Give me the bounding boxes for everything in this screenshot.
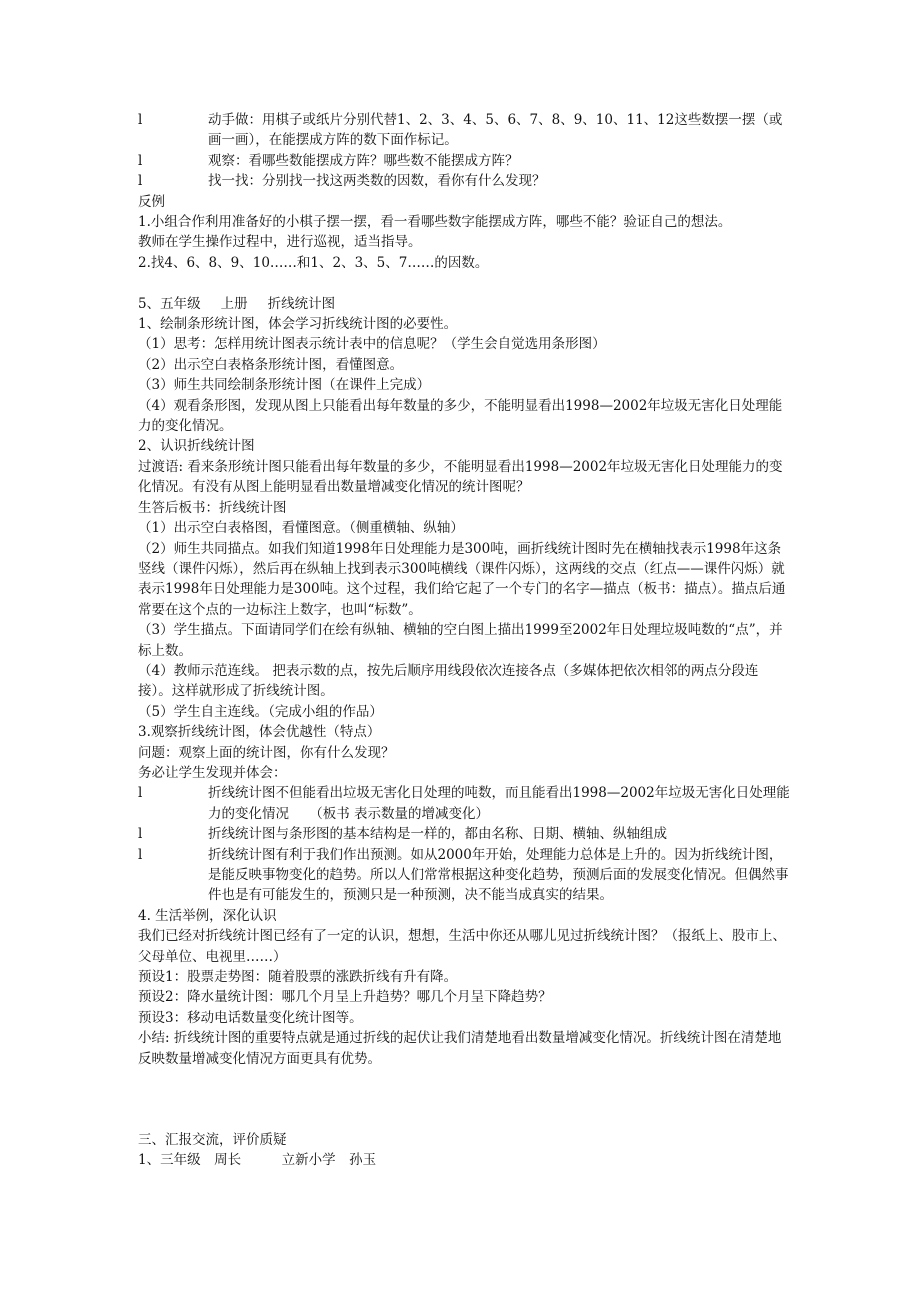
section-heading — [138, 294, 792, 314]
paragraph: 预设3：移动电话数量变化统计图等。 — [138, 1009, 363, 1026]
bullet-mark: l — [138, 152, 143, 169]
paragraph: 预设2：降水量统计图：哪几个月呈上升趋势？哪几个月呈下降趋势？ — [138, 989, 552, 1006]
bullet-text: 折线统计图与条形图的基本结构是一样的，都由名称、日期、横轴、纵轴组成 — [208, 826, 667, 843]
paragraph: 我们已经对折线统计图已经有了一定的认识，想想，生活中你还从哪儿见过折线统计图？（报纸上、股市上、父母单位、电视里……） — [138, 928, 786, 965]
paragraph: （4）教师示范连线。 把表示数的点，按先后顺序用线段依次连接各点（多媒体把依次相邻的两点分段连接）。这样就形成了折线统计图。 — [138, 662, 759, 700]
paragraph: 反例 — [138, 193, 165, 210]
bullet-mark: l — [138, 826, 143, 843]
paragraph: 3.观察折线统计图，体会优越性（特点） — [138, 724, 381, 741]
paragraph: 1、三年级 周长 立新小学 孙玉 — [138, 1152, 377, 1169]
bullet-item-hands-on — [138, 110, 792, 151]
bullet-text: 观察：看哪些数能摆成方阵？哪些数不能摆成方阵？ — [208, 152, 519, 169]
bullet-text: 折线统计图不但能看出垃圾无害化日处理的吨数，而且能看出1998—2002年垃圾无害化日处理能力的变化情况 （板书 表示数量的增减变化） — [208, 785, 790, 822]
paragraph: 1、绘制条形统计图，体会学习折线统计图的必要性。 — [138, 316, 458, 333]
section-heading: 三、汇报交流，评价质疑 — [138, 1132, 287, 1149]
heading-part: 折线统计图 — [267, 295, 336, 312]
paragraph: （1）出示空白表格图，看懂图意。（侧重横轴、纵轴） — [138, 520, 464, 537]
paragraph: 生答后板书：折线统计图 — [138, 499, 287, 516]
paragraph: 4. 生活举例，深化认识 — [138, 907, 277, 924]
document-page — [138, 110, 792, 1171]
bullet-item-feature-3 — [138, 845, 792, 906]
bullet-mark: l — [138, 112, 143, 128]
paragraph: 2、认识折线统计图 — [138, 438, 255, 455]
blank-line — [138, 273, 792, 293]
paragraph: （4）观看条形图，发现从图上只能看出每年数量的多少，不能明显看出1998—2002年垃圾无害化日处理能力的变化情况。 — [138, 397, 783, 435]
paragraph: 小结: 折线统计图的重要特点就是通过折线的起伏让我们清楚地看出数量增减变化情况。折线统计图在清楚地反映数量增减变化情况方面更具有优势。 — [138, 1030, 782, 1067]
paragraph: （2）师生共同描点。如我们知道1998年日处理能力是300吨，画折线统计图时先在横轴找表示1998年这条竖线（课件闪烁），然后再在纵轴上找到表示300吨横线（课件闪烁），这两线的交点（红点——课件闪烁）就表示1998年日处理能力是300吨。这个过程，我们给它起了一个专门的名字—描点（板书：描点）。描点后通常要在这个点的一边标注上数字，也叫“标数”。 — [138, 540, 786, 618]
bullet-text: 动手做：用棋子或纸片分别代替1、2、3、4、5、6、7、8、9、10、11、12这些数摆一摆（或画一画），在能摆成方阵的数下面作标记。 — [208, 112, 783, 149]
bullet-text: 折线统计图有利于我们作出预测。如从2000年开始，处理能力总体是上升的。因为折线统计图，是能反映事物变化的趋势。所以人们常常根据这种变化趋势，预测后面的发展变化情况。但偶然事件也是有可能发生的，预测只是一种预测，决不能当成真实的结果。 — [208, 846, 789, 904]
paragraph: （3）师生共同绘制条形统计图（在课件上完成） — [138, 377, 431, 394]
paragraph: （2）出示空白表格条形统计图，看懂图意。 — [138, 356, 404, 373]
bullet-item-feature-2 — [138, 824, 792, 844]
heading-part: 5、五年级 — [138, 295, 201, 312]
paragraph: 预设1：股票走势图：随着股票的涨跌折线有升有降。 — [138, 969, 458, 986]
bullet-item-observe — [138, 151, 792, 171]
paragraph: 2.找4、6、8、9、10……和1、2、3、5、7……的因数。 — [138, 254, 489, 271]
paragraph: 过渡语: 看来条形统计图只能看出每年数量的多少，不能明显看出1998—2002年垃圾无害化日处理能力的变化情况。有没有从图上能明显看出数量增减变化情况的统计图呢？ — [138, 458, 783, 496]
bullet-text: 找一找：分别找一找这两类数的因数，看你有什么发现？ — [208, 173, 546, 190]
bullet-mark: l — [138, 173, 143, 190]
paragraph: （3）学生描点。下面请同学们在绘有纵轴、横轴的空白图上描出1999至2002年日处理垃圾吨数的“点”，并标上数。 — [138, 622, 783, 659]
bullet-item-feature-1 — [138, 783, 792, 824]
paragraph: （1）思考：怎样用统计图表示统计表中的信息呢？（学生会自觉选用条形图） — [138, 336, 606, 353]
bullet-mark: l — [138, 846, 143, 863]
paragraph: 教师在学生操作过程中，进行巡视，适当指导。 — [138, 234, 422, 251]
blank-lines — [138, 1069, 792, 1130]
paragraph: 1.小组合作利用准备好的小棋子摆一摆，看一看哪些数字能摆成方阵，哪些不能？验证自己的想法。 — [138, 214, 732, 231]
paragraph: （5）学生自主连线。（完成小组的作品） — [138, 703, 383, 720]
paragraph: 务必让学生发现并体会： — [138, 764, 287, 781]
paragraph: 问题：观察上面的统计图，你有什么发现？ — [138, 744, 395, 761]
bullet-mark: l — [138, 785, 143, 802]
bullet-item-find — [138, 171, 792, 191]
heading-part: 上册 — [220, 295, 248, 312]
